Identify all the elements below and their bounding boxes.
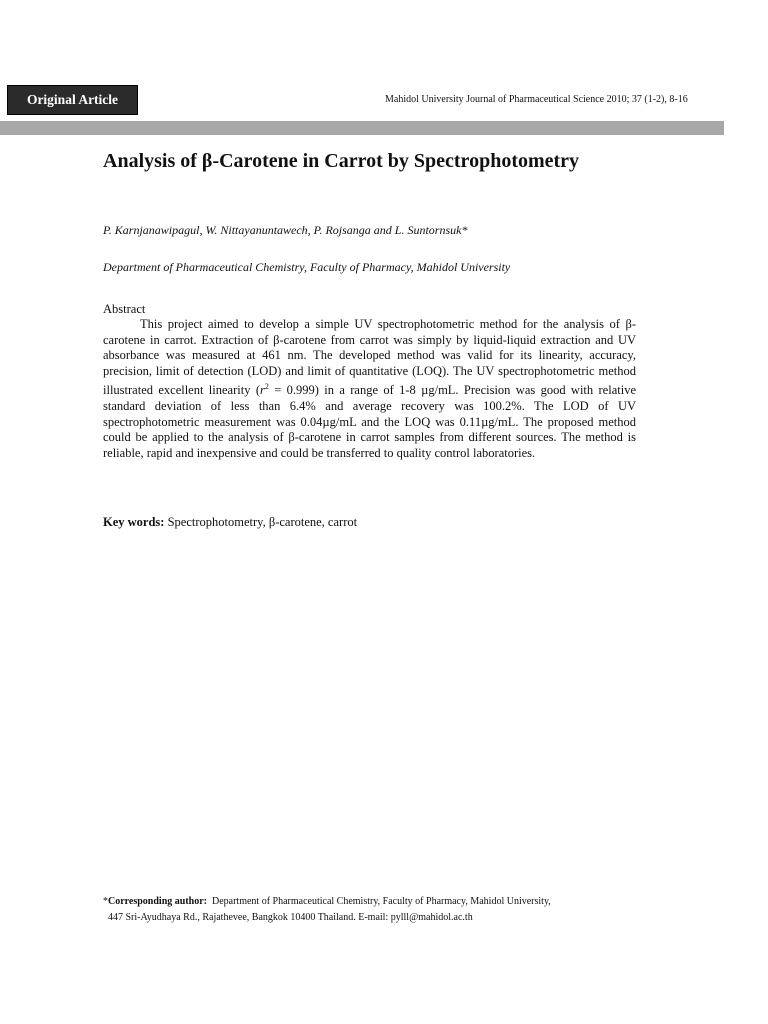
- corresponding-author-footnote: [103, 894, 551, 926]
- footnote-address-line-2: 447 Sri-Ayudhaya Rd., Rajathevee, Bangkok 10400 Thailand. E-mail: pylll@mahidol.ac.th: [108, 912, 473, 923]
- footnote-line-1: [103, 894, 551, 910]
- keywords-value: Spectrophotometry, β-carotene, carrot: [164, 515, 358, 529]
- footnote-marker: *: [103, 896, 108, 907]
- r-squared-exponent: 2: [264, 382, 269, 392]
- article-title: Analysis of β-Carotene in Carrot by Spectrophotometry: [103, 150, 580, 172]
- author-affiliation: Department of Pharmaceutical Chemistry, Faculty of Pharmacy, Mahidol University: [103, 260, 511, 274]
- journal-citation: Mahidol University Journal of Pharmaceutical Science 2010; 37 (1-2), 8-16: [385, 94, 688, 105]
- abstract-body: [103, 317, 636, 462]
- article-type-label: Original Article: [26, 92, 119, 107]
- article-authors: P. Karnjanawipagul, W. Nittayanuntawech, P. Rojsanga and L. Suntornsuk*: [103, 223, 468, 237]
- abstract-text-part2: = 0.999) in a range of 1-8 µg/mL. Precision was good with relative standard deviation of less than 6.4% and average recovery was 100.2%. The LOD of UV spectrophotometric measurement was 0.04µg/mL and the LOQ was 0.11µg/mL. The proposed method could be applied to the analysis of β-carotene in carrot samples from different sources. The method is reliable, rapid and inexpensive and could be transferred to quality control laboratories.: [103, 383, 636, 460]
- article-type-badge: [7, 85, 138, 115]
- keywords-label: Key words:: [103, 515, 165, 529]
- footnote-label: Corresponding author:: [108, 896, 207, 907]
- footnote-address-line-1: Department of Pharmaceutical Chemistry, Faculty of Pharmacy, Mahidol University,: [207, 896, 551, 907]
- header-divider: [0, 121, 724, 135]
- abstract-text-part1: This project aimed to develop a simple UV spectrophotometric method for the analysis of β-carotene in carrot. Extraction of β-carotene from carrot was simply by liquid-liquid extraction and UV absorbance was measured at 461 nm. The developed method was valid for its linearity, accuracy, precision, limit of detection (LOD) and limit of quantitative (LOQ). The UV spectrophotometric method illustrated excellent linearity (: [103, 317, 636, 398]
- r-squared-symbol: r: [259, 383, 265, 398]
- abstract-heading: Abstract: [103, 302, 146, 316]
- keywords: [103, 515, 357, 530]
